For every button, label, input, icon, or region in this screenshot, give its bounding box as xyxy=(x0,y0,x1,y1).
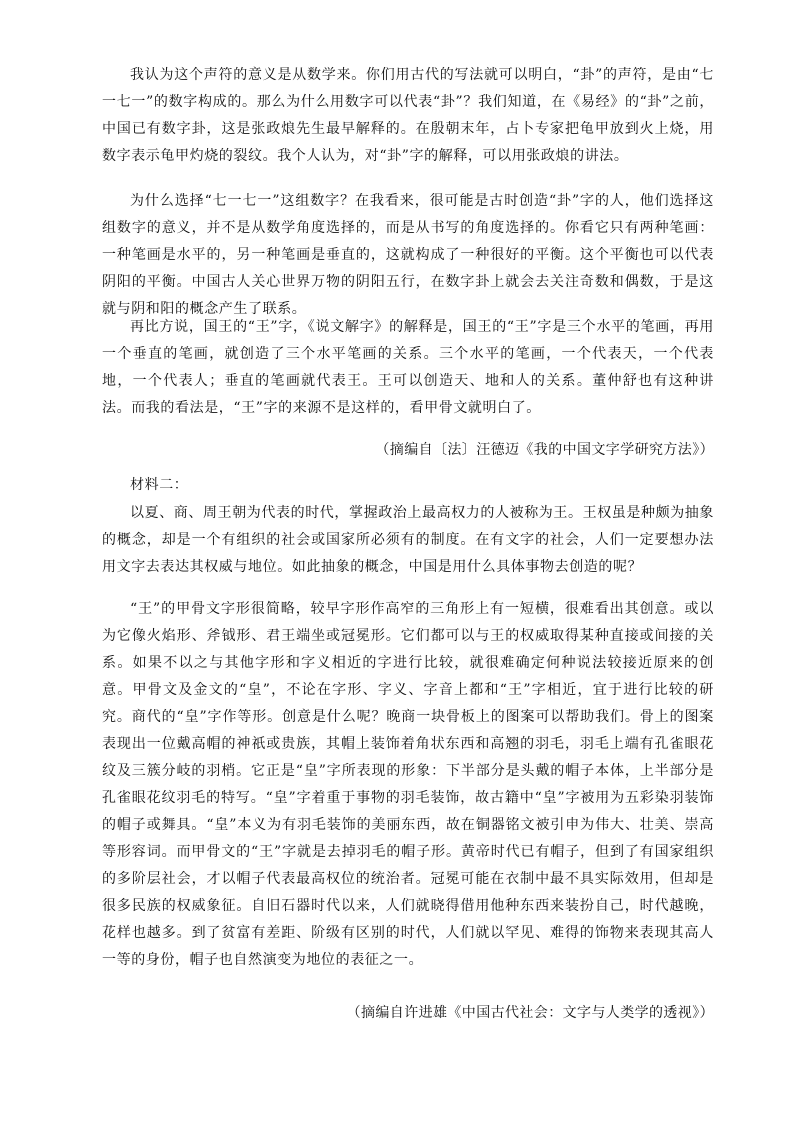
material1-paragraph-2: 为什么选择“七一七一”这组数字？在我看来，很可能是古时创造“卦”字的人，他们选择这组数字的意义，并不是从数学角度选择的，而是从书写的角度选择的。你看它只有两种笔画：一种笔画是水平的，另一种笔画是垂直的，这就构成了一种很好的平衡。这个平衡也可以代表阴阳的平衡。中国古人关心世界万物的阴阳五行，在数字卦上就会去关注奇数和偶数，于是这就与阴和阳的概念产生了联系。 xyxy=(102,193,714,317)
material1-paragraph-3: 再比方说，国王的“王”字，《说文解字》的解释是，国王的“王”字是三个水平的笔画，再用一个垂直的笔画，就创造了三个水平笔画的关系。三个水平的笔画，一个代表天，一个代表地，一个代表人；垂直的笔画就代表王。王可以创造天、地和人的关系。董仲舒也有这种讲法。而我的看法是，“王”字的来源不是这样的，看甲骨文就明白了。 xyxy=(102,319,714,416)
material1-source: （摘编自〔法〕汪德迈《我的中国文字学研究方法》） xyxy=(375,442,714,458)
material2-label: 材料二： xyxy=(130,477,189,493)
material1-paragraph-1: 我认为这个声符的意义是从数学来。你们用古代的写法就可以明白，“卦”的声符，是由“七一七一”的数字构成的。那么为什么用数字可以代表“卦”？我们知道，在《易经》的“卦”之前，中国已有数字卦，这是张政烺先生最早解释的。在殷朝末年，占卜专家把龟甲放到火上烧，用数字表示龟甲灼烧的裂纹。我个人认为，对“卦”字的解释，可以用张政烺的讲法。 xyxy=(102,67,714,164)
material2-paragraph-2: “王”的甲骨文字形很简略，较早字形作高窄的三角形上有一短横，很难看出其创意。或以为它像火焰形、斧钺形、君王端坐或冠冕形。它们都可以与王的权威取得某种直接或间接的关系。如果不以之与其他字形和字义相近的字进行比较，就很难确定何种说法较接近原来的创意。甲骨文及金文的“皇”，不论在字形、字义、字音上都和“王”字相近，宜于进行比较的研究。商代的“皇”字作等形。创意是什么呢？晚商一块骨板上的图案可以帮助我们。骨上的图案表现出一位戴高帽的神祇或贵族，其帽上装饰着角状东西和高翘的羽毛，羽毛上端有孔雀眼花纹及三簇分岐的羽梢。它正是“皇”字所表现的形象：下半部分是头戴的帽子本体，上半部分是孔雀眼花纹羽毛的特写。“皇”字着重于事物的羽毛装饰，故古籍中“皇”字被用为五彩染羽装饰的帽子或舞具。“皇”本义为有羽毛装饰的美丽东西，故在铜器铭文被引申为伟大、壮美、崇高等形容词。而甲骨文的“王”字就是去掉羽毛的帽子形。黄帝时代已有帽子，但到了有国家组织的多阶层社会，才以帽子代表最高权位的统治者。冠冕可能在衣制中最不具实际效用，但却是很多民族的权威象征。自旧石器时代以来，人们就晓得借用他种东西来装扮自己，时代越晚，花样也越多。到了贫富有差距、阶级有区别的时代，人们就以罕见、难得的饰物来表现其高人一等的身份，帽子也自然演变为地位的表征之一。 xyxy=(102,601,714,968)
material2-source: （摘编自许进雄《中国古代社会：文字与人类学的透视》） xyxy=(346,1005,714,1021)
material2-paragraph-1: 以夏、商、周王朝为代表的时代，掌握政治上最高权力的人被称为王。王权虽是种颇为抽象的概念，却是一个有组织的社会或国家所必须有的制度。在有文字的社会，人们一定要想办法用文字去表达其权威与地位。如此抽象的概念，中国是用什么具体事物去创造的呢？ xyxy=(102,505,714,575)
